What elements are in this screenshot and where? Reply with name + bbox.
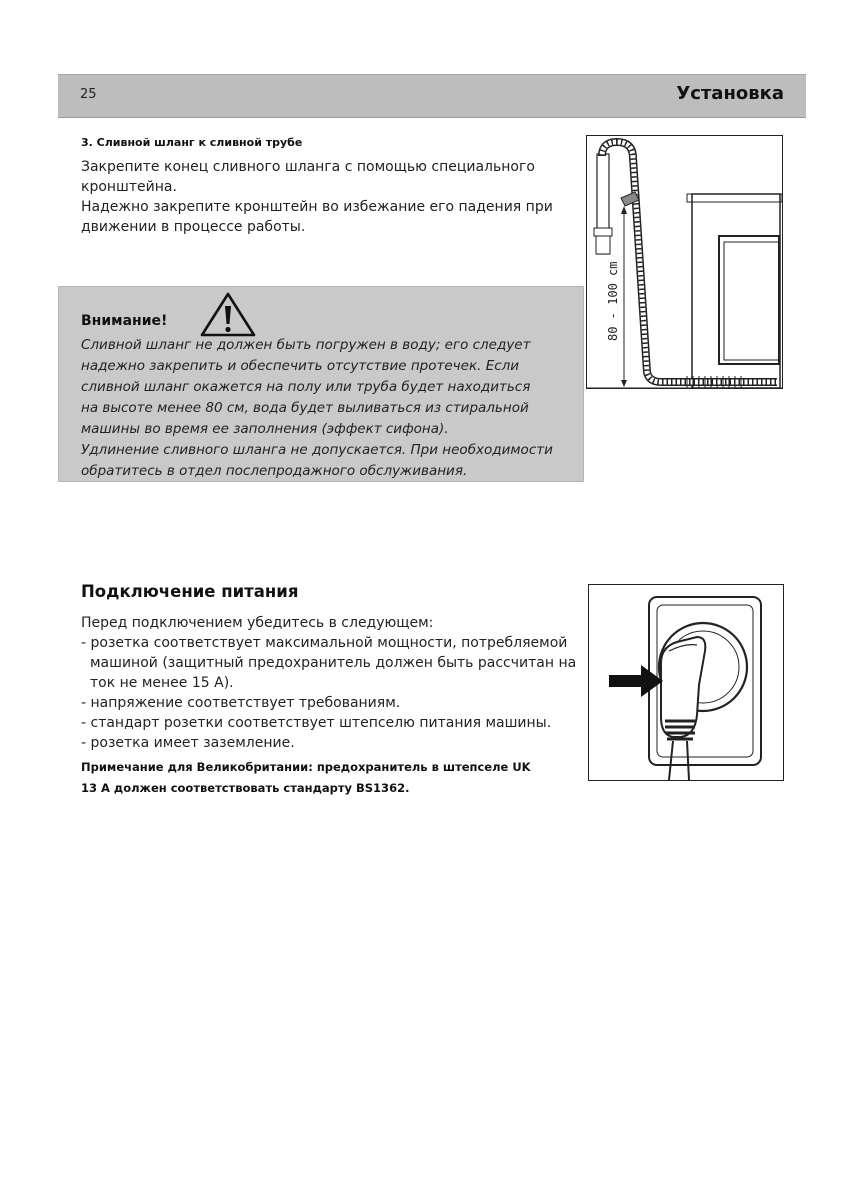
warning-text <box>81 335 553 482</box>
power-line: машиной (защитный предохранитель должен быть рассчитан на <box>90 655 577 671</box>
page-number: 25 <box>80 87 97 102</box>
drain-line: Закрепите конец сливного шланга с помощью специального <box>81 159 535 175</box>
warning-line: надежно закрепить и обеспечить отсутствие протечек. Если <box>81 358 520 374</box>
drain-line: Надежно закрепите кронштейн во избежание его падения при <box>81 199 553 215</box>
warning-line: на высоте менее 80 см, вода будет выливаться из стиральной <box>81 400 529 416</box>
note-line: Примечание для Великобритании: предохранитель в штепселе UK <box>81 760 531 774</box>
warning-box <box>58 286 584 482</box>
warning-line: Сливной шланг не должен быть погружен в воду; его следует <box>81 337 531 353</box>
warning-line: Удлинение сливного шланга не допускается. При необходимости <box>81 442 553 458</box>
header-bar <box>58 74 806 118</box>
power-plug-figure <box>588 584 784 781</box>
drain-line: кронштейна. <box>81 179 177 195</box>
warning-line: машины во время ее заполнения (эффект сифона). <box>81 421 449 437</box>
section-title: Установка <box>676 83 784 104</box>
warning-line: сливной шланг окажется на полу или труба будет находиться <box>81 379 531 395</box>
power-line: Перед подключением убедитесь в следующем: <box>81 615 434 631</box>
power-heading: Подключение питания <box>81 582 299 601</box>
power-line: ток не менее 15 А). <box>90 675 234 691</box>
power-line: - розетка имеет заземление. <box>81 735 295 751</box>
power-line: - розетка соответствует максимальной мощности, потребляемой <box>81 635 568 651</box>
warning-title: Внимание! <box>81 313 168 329</box>
uk-note <box>81 757 531 799</box>
power-paragraph <box>81 613 577 753</box>
drain-hose-figure <box>586 135 783 389</box>
note-line: 13 A должен соответствовать стандарту BS1362. <box>81 781 410 795</box>
drain-paragraph <box>81 157 561 237</box>
warning-line: обратитесь в отдел послепродажного обслуживания. <box>81 463 468 479</box>
drain-line: движении в процессе работы. <box>81 219 306 235</box>
dimension-label: 80 - 100 cm <box>606 261 620 341</box>
power-line: - напряжение соответствует требованиям. <box>81 695 401 711</box>
power-line: - стандарт розетки соответствует штепселю питания машины. <box>81 715 552 731</box>
drain-heading: 3. Сливной шланг к сливной трубе <box>81 136 303 149</box>
